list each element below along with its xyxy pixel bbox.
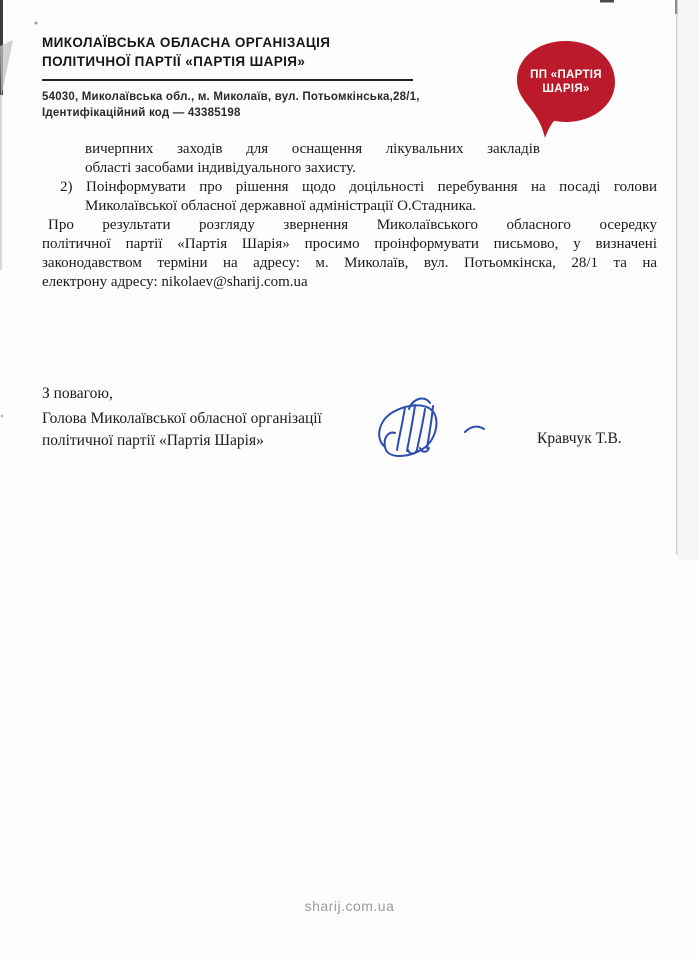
scan-edge-fade-line (0, 95, 2, 270)
body-line-3 (60, 178, 657, 197)
letterhead-divider (42, 79, 413, 81)
letterhead-org-title (42, 33, 462, 71)
signature-title-line1: Голова Миколаївської обласної організації (42, 410, 322, 427)
watermark-text: sharij.com.ua (304, 898, 395, 914)
body-line-8: електрону адресу: nikolaev@sharij.com.ua (42, 274, 308, 290)
logo-text-line2: ШАРІЯ» (542, 83, 590, 95)
list-item-number: 2) (60, 179, 73, 195)
scan-right-band (678, 0, 699, 560)
scan-right-line-top (675, 0, 678, 14)
handwritten-signature (365, 393, 495, 473)
scan-speck-left (1, 415, 4, 418)
list-item-text: Поінформувати про рішення щодо доцільності перебування на посаді голови (85, 179, 657, 195)
letterhead-address-line2: Ідентифікаційний код — 43385198 (42, 107, 241, 119)
scan-top-tick (600, 0, 614, 3)
party-sharij-logo (512, 38, 618, 142)
scan-corner-shadow (0, 40, 13, 98)
letterhead-org-line2: ПОЛІТИЧНОЇ ПАРТІЇ «ПАРТІЯ ШАРІЯ» (42, 54, 306, 69)
scan-speck-top (35, 22, 38, 25)
scan-right-line (676, 10, 678, 555)
body-line-7: законодавством терміни на адресу: м. Миколаїв, вул. Потьомкінска, 28/1 та на (42, 255, 657, 271)
logo-text-line1: ПП «ПАРТІЯ (530, 69, 602, 81)
body-line-2: області засобами індивідуального захисту. (85, 160, 356, 176)
body-line-6: політичної партії «Партія Шарія» просимо проінформувати письмово, у визначені (42, 236, 657, 252)
letterhead-org-line1: МИКОЛАЇВСЬКА ОБЛАСНА ОРГАНІЗАЦІЯ (42, 35, 331, 50)
signer-name: Кравчук Т.В. (537, 430, 622, 447)
letterhead-address (42, 89, 502, 121)
body-line-1: вичерпних заходів для оснащення лікувальних закладів (85, 141, 540, 157)
signature-title-line2: політичної партії «Партія Шарія» (42, 432, 264, 449)
body-line-4: Миколаївської обласної державної адміністрації О.Стадника. (85, 198, 477, 214)
body-line-5: Про результати розгляду звернення Миколаївського обласного осередку (48, 217, 657, 233)
signature-salutation: З повагою, (42, 385, 113, 402)
scan-edge-dark-line (0, 0, 3, 95)
letterhead-address-line1: 54030, Миколаївська обл., м. Миколаїв, вул. Потьомкінська,28/1, (42, 91, 420, 103)
